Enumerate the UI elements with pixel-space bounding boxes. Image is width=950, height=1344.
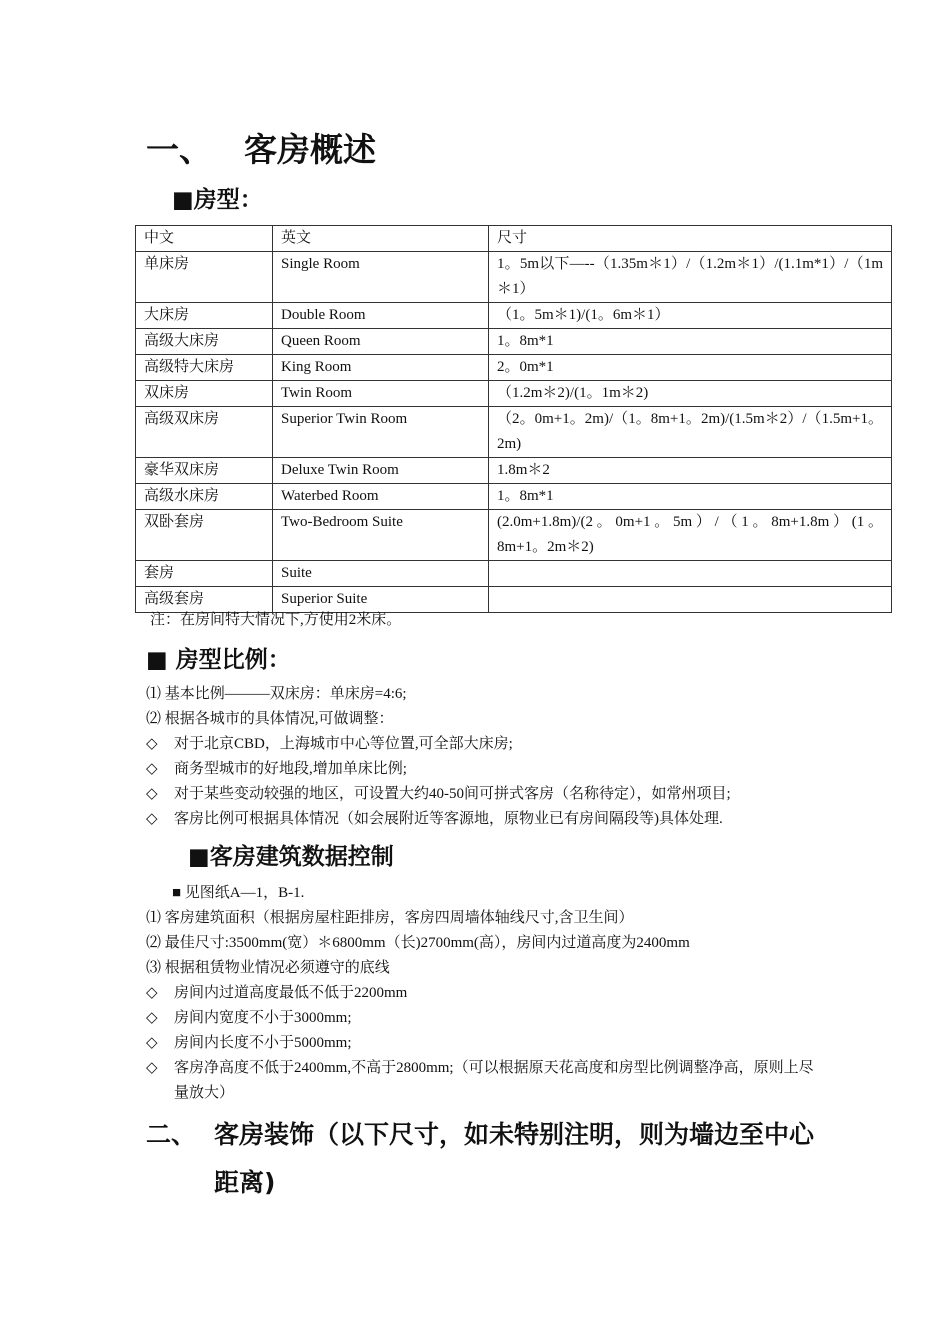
cell-chinese: 高级水床房 [136,484,273,510]
section-1-heading [146,128,376,172]
cell-chinese: 高级特大床房 [136,355,273,381]
diamond-bullet-icon: ◇ [146,1060,158,1076]
building-data-heading: ■客房建筑数据控制 [188,844,394,870]
cell-english: Superior Suite [273,587,489,613]
section-1-title: 客房概述 [244,130,376,169]
room-types-table [135,225,892,613]
cell-chinese: 套房 [136,561,273,587]
cell-english: Single Room [273,252,489,303]
cell-english: Deluxe Twin Room [273,458,489,484]
section-2-title: 客房装饰（以下尺寸，如未特别注明，则为墙边至中心距离) [214,1120,815,1197]
cell-english: Superior Twin Room [273,407,489,458]
cell-size: 2。0m*1 [489,355,892,381]
cell-chinese: 双卧套房 [136,510,273,561]
cell-chinese: 高级套房 [136,587,273,613]
diamond-bullet-icon: ◇ [146,1035,158,1051]
cell-chinese: 大床房 [136,303,273,329]
diamond-bullet-icon: ◇ [146,985,158,1001]
building-item: ⑵ 最佳尺寸:3500mm(宽）＊6800mm（长)2700mm(高），房间内过道高度为2400mm [146,935,690,951]
building-item: ⑴ 客房建筑面积（根据房屋柱距排房，客房四周墙体轴线尺寸,含卫生间） [146,910,634,926]
table-row [136,561,892,587]
cell-size: （1。5m＊1)/(1。6m＊1） [489,303,892,329]
table-header-row [136,226,892,252]
column-header: 英文 [273,226,489,252]
table-row [136,484,892,510]
cell-size [489,561,892,587]
diamond-bullet-icon: ◇ [146,786,158,802]
cell-english: Waterbed Room [273,484,489,510]
cell-chinese: 单床房 [136,252,273,303]
table-row [136,252,892,303]
cell-chinese: 高级双床房 [136,407,273,458]
cell-size: 1。8m*1 [489,484,892,510]
section-2-number: 二、 [146,1120,197,1149]
table-row [136,303,892,329]
drawing-reference: ■ 见图纸A—1，B-1. [172,885,305,901]
table-row [136,407,892,458]
bullet-text: 商务型城市的好地段,增加单床比例; [174,761,407,777]
cell-chinese: 高级大床房 [136,329,273,355]
cell-size: 1。8m*1 [489,329,892,355]
diamond-bullet-icon: ◇ [146,811,158,827]
cell-english: Twin Room [273,381,489,407]
room-types-heading: ■房型： [172,187,263,213]
ratio-item: ⑴ 基本比例———双床房：单床房=4:6; [146,686,407,702]
cell-size: 1。5m以下—--（1.35m＊1）/（1.2m＊1）/(1.1m*1）/（1m＊1） [489,252,892,303]
column-header: 中文 [136,226,273,252]
bullet-text: 房间内宽度不小于3000mm; [174,1010,352,1026]
bullet-text: 对于北京CBD，上海城市中心等位置,可全部大床房; [174,736,513,752]
table-row [136,381,892,407]
room-ratio-heading: ■ 房型比例： [146,647,291,673]
diamond-bullet-icon: ◇ [146,1010,158,1026]
ratio-item: ⑵ 根据各城市的具体情况,可做调整： [146,711,394,727]
diamond-bullet-icon: ◇ [146,761,158,777]
cell-english: Double Room [273,303,489,329]
table-note: 注：在房间特大情况下,方使用2米床。 [150,612,402,628]
bullet-text: 对于某些变动较强的地区，可设置大约40-50间可拼式客房（名称待定），如常州项目; [174,786,731,802]
cell-english: King Room [273,355,489,381]
section-1-number: 一、 [146,130,212,169]
diamond-bullet-icon: ◇ [146,736,158,752]
cell-english: Suite [273,561,489,587]
cell-size: （2。0m+1。2m)/（1。8m+1。2m)/(1.5m＊2）/（1.5m+1。2m) [489,407,892,458]
cell-english: Queen Room [273,329,489,355]
building-item: ⑶ 根据租赁物业情况必须遵守的底线 [146,960,390,976]
bullet-text: 房间内长度不小于5000mm; [174,1035,352,1051]
bullet-text: 房间内过道高度最低不低于2200mm [174,985,408,1001]
cell-size: 1.8m＊2 [489,458,892,484]
table-row [136,510,892,561]
table-row [136,329,892,355]
cell-size [489,587,892,613]
table-row [136,458,892,484]
cell-chinese: 豪华双床房 [136,458,273,484]
cell-english: Two-Bedroom Suite [273,510,489,561]
cell-size: (2.0m+1.8m)/(2。0m+1。5m）/（1。8m+1.8m）(1。8m+1。2m＊2) [489,510,892,561]
bullet-text: 客房净高度不低于2400mm,不高于2800mm;（可以根据原天花高度和房型比例调整净高，原则上尽量放大） [174,1060,814,1101]
bullet-text: 客房比例可根据具体情况（如会展附近等客源地，原物业已有房间隔段等)具体处理. [174,811,723,827]
cell-chinese: 双床房 [136,381,273,407]
column-header: 尺寸 [489,226,892,252]
table-row [136,355,892,381]
cell-size: （1.2m＊2)/(1。1m＊2) [489,381,892,407]
